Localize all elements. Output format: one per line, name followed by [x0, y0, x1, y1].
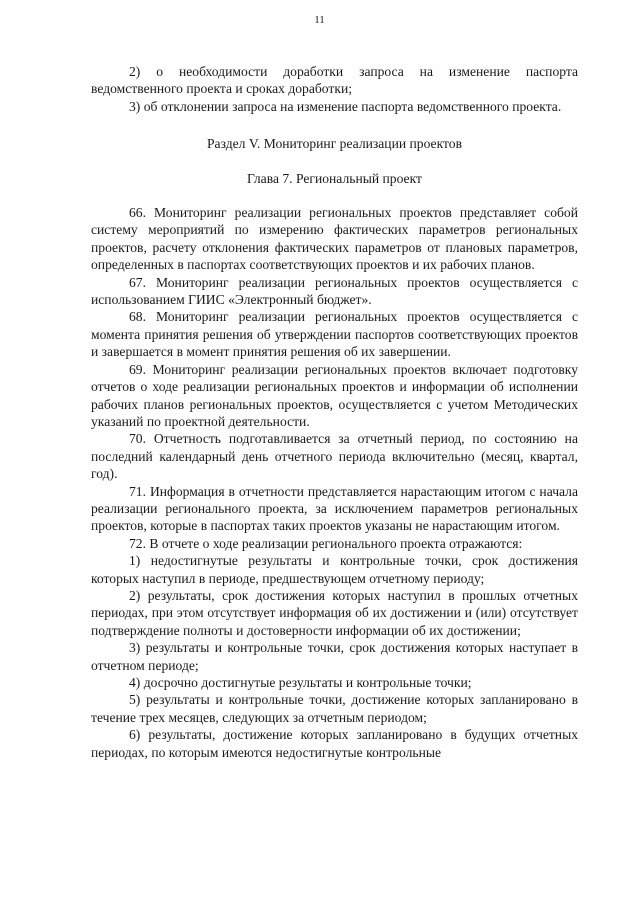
paragraph-70: 70. Отчетность подготавливается за отчетный период, по состоянию на последний календарный день отчетного периода включительно (месяц, квартал, год).: [91, 431, 578, 482]
item-3-rejection: 3) об отклонении запроса на изменение паспорта ведомственного проекта.: [129, 98, 562, 114]
paragraph-66: 66. Мониторинг реализации региональных проектов представляет собой систему мероприятий по измерению фактических параметров региональных проектов, расчету отклонения фактических параметров от плановых параметров, определенных в паспортах соответствующих проектов и их рабочих планов.: [91, 205, 578, 273]
paragraph-71: 71. Информация в отчетности представляется нарастающим итогом с начала реализации регионального проекта, за исключением параметров региональных проектов, которые в паспортах таких проектов указаны не нарастающим итогом.: [91, 483, 578, 534]
document-body: [91, 63, 578, 761]
item-72-2: 2) результаты, срок достижения которых наступил в прошлых отчетных периодах, при этом отсутствует информация об их достижении и (или) отсутствует подтверждение полноты и достоверности информации об их достижении;: [91, 587, 578, 638]
item-72-6: 6) результаты, достижение которых запланировано в будущих отчетных периодах, по которым имеются недостигнутые контрольные: [91, 727, 578, 760]
paragraph-68: 68. Мониторинг реализации региональных проектов осуществляется с момента принятия решения об утверждении паспортов соответствующих проектов и завершается в момент принятия решения об их завершении.: [91, 309, 578, 360]
paragraph-69: 69. Мониторинг реализации региональных проектов включает подготовку отчетов о ходе реализации региональных проектов и информации об исполнении рабочих планов региональных проектов, осуществляется с учетом Методических указаний по проектной деятельности.: [91, 361, 578, 429]
item-72-4: 4) досрочно достигнутые результаты и контрольные точки;: [129, 675, 472, 690]
chapter-heading: Глава 7. Региональный проект: [247, 170, 422, 186]
item-72-5: 5) результаты и контрольные точки, достижение которых запланировано в течение трех месяцев, следующих за отчетным периодом;: [91, 692, 578, 725]
item-72-3: 3) результаты и контрольные точки, срок достижения которых наступает в отчетном периоде;: [91, 640, 578, 673]
paragraph-67: 67. Мониторинг реализации региональных проектов осуществляется с использованием ГИИС «Электронный бюджет».: [91, 274, 578, 308]
page-number: 11: [314, 14, 325, 26]
item-72-1: 1) недостигнутые результаты и контрольные точки, срок достижения которых наступил в периоде, предшествующем отчетному периоду;: [91, 553, 578, 586]
item-2-refinement: 2) о необходимости доработки запроса на изменение паспорта ведомственного проекта и сроках доработки;: [91, 64, 578, 97]
paragraph-72: 72. В отчете о ходе реализации регионального проекта отражаются:: [129, 535, 523, 551]
section-heading: Раздел V. Мониторинг реализации проектов: [207, 136, 462, 152]
